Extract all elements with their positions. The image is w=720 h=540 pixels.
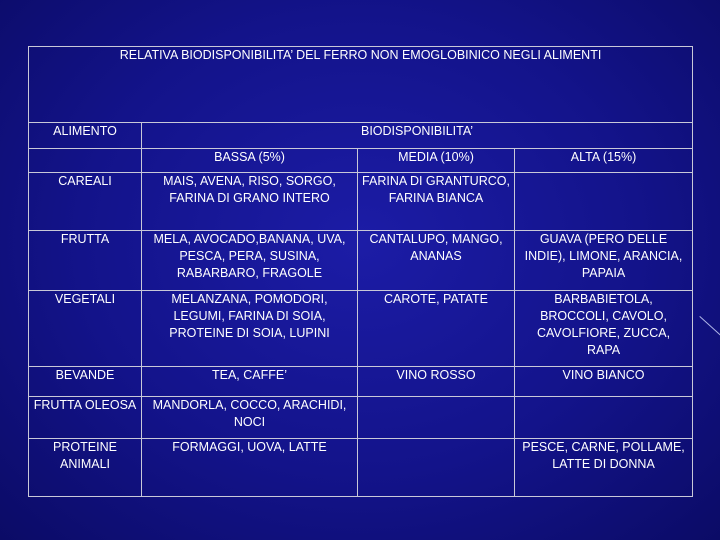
low-bio-foods: MANDORLA, COCCO, ARACHIDI, NOCI (142, 397, 358, 439)
medium-bio-foods: FARINA DI GRANTURCO, FARINA BIANCA (358, 173, 515, 231)
title-row (29, 47, 693, 123)
header-low: BASSA (5%) (142, 149, 358, 173)
header-bioavailability: BIODISPONIBILITA’ (142, 123, 693, 149)
header-medium: MEDIA (10%) (358, 149, 515, 173)
medium-bio-foods (358, 439, 515, 497)
food-name: BEVANDE (29, 367, 142, 397)
medium-bio-foods: VINO ROSSO (358, 367, 515, 397)
header-row (29, 123, 693, 149)
subheader-empty (29, 149, 142, 173)
high-bio-foods: BARBABIETOLA, BROCCOLI, CAVOLO, CAVOLFIORE, ZUCCA, RAPA (515, 291, 693, 367)
low-bio-foods: FORMAGGI, UOVA, LATTE (142, 439, 358, 497)
header-high: ALTA (15%) (515, 149, 693, 173)
table-row (29, 173, 693, 231)
medium-bio-foods: CANTALUPO, MANGO, ANANAS (358, 231, 515, 291)
high-bio-foods (515, 173, 693, 231)
food-name: PROTEINE ANIMALI (29, 439, 142, 497)
header-food: ALIMENTO (29, 123, 142, 149)
table-row (29, 291, 693, 367)
decorative-line (699, 316, 720, 337)
food-name: FRUTTA (29, 231, 142, 291)
high-bio-foods: PESCE, CARNE, POLLAME, LATTE DI DONNA (515, 439, 693, 497)
food-name: CAREALI (29, 173, 142, 231)
subheader-row (29, 149, 693, 173)
medium-bio-foods (358, 397, 515, 439)
table-row (29, 367, 693, 397)
low-bio-foods: MAIS, AVENA, RISO, SORGO, FARINA DI GRANO INTERO (142, 173, 358, 231)
table-row (29, 397, 693, 439)
high-bio-foods: VINO BIANCO (515, 367, 693, 397)
bioavailability-table (28, 46, 693, 497)
medium-bio-foods: CAROTE, PATATE (358, 291, 515, 367)
table-row (29, 439, 693, 497)
low-bio-foods: TEA, CAFFE’ (142, 367, 358, 397)
high-bio-foods (515, 397, 693, 439)
low-bio-foods: MELANZANA, POMODORI, LEGUMI, FARINA DI SOIA, PROTEINE DI SOIA, LUPINI (142, 291, 358, 367)
low-bio-foods: MELA, AVOCADO,BANANA, UVA, PESCA, PERA, SUSINA, RABARBARO, FRAGOLE (142, 231, 358, 291)
table-row (29, 231, 693, 291)
high-bio-foods: GUAVA (PERO DELLE INDIE), LIMONE, ARANCIA, PAPAIA (515, 231, 693, 291)
table-title: RELATIVA BIODISPONIBILITA’ DEL FERRO NON EMOGLOBINICO NEGLI ALIMENTI (29, 47, 693, 123)
food-name: FRUTTA OLEOSA (29, 397, 142, 439)
food-name: VEGETALI (29, 291, 142, 367)
